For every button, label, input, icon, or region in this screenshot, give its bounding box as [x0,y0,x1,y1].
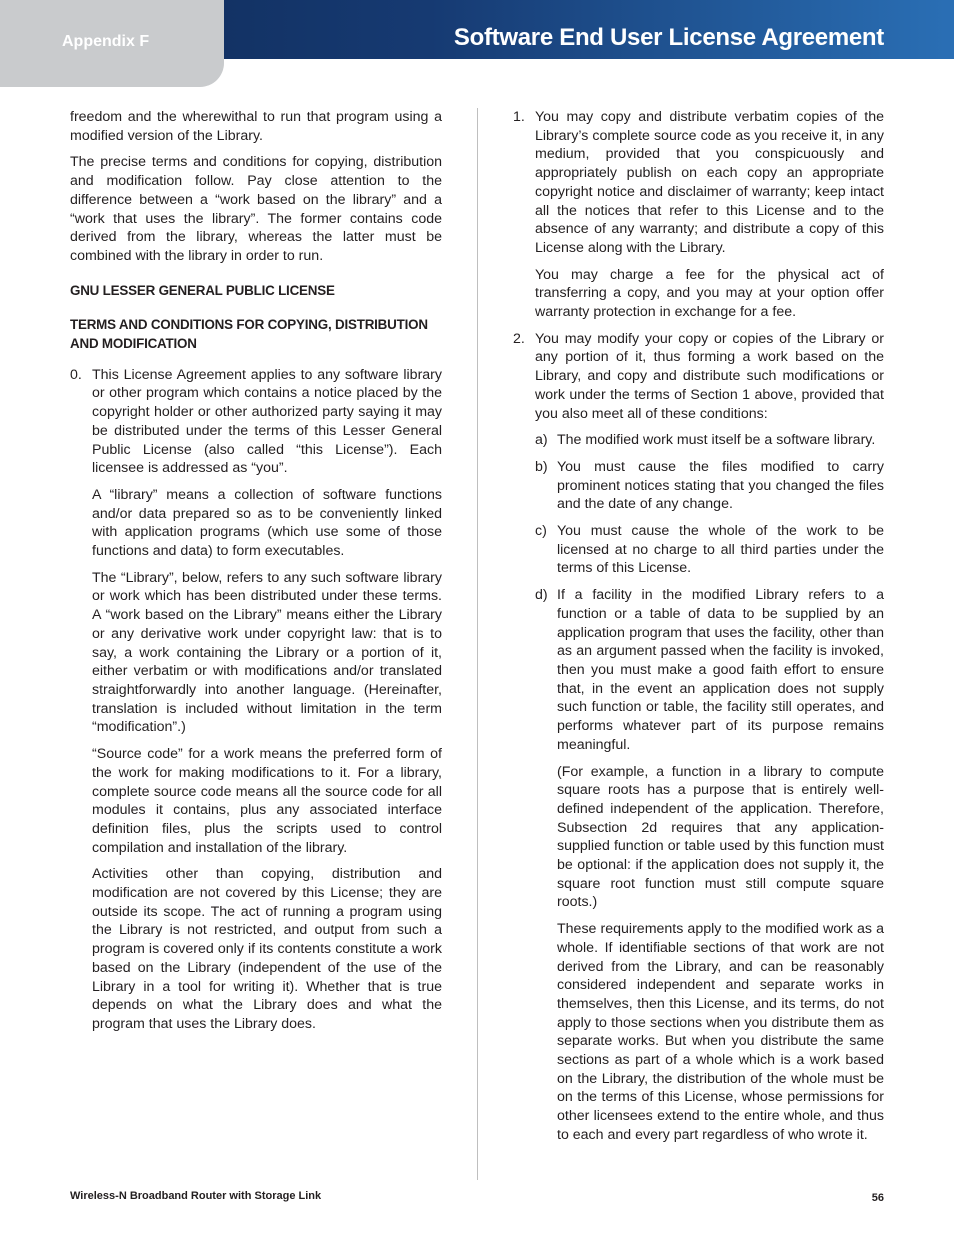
sub-item-c [535,522,884,578]
sub-number: b) [535,458,548,475]
paragraph: The precise terms and conditions for copying, distribution and modification follow. Pay close attention to the difference between a “work based on the library” and a “work that uses the library”. The former contains code derived from the library, whereas the latter must be combined with the library in order to run. [70,154,442,264]
sub-number: d) [535,587,548,604]
footer-product-name: Wireless-N Broadband Router with Storage Link [70,1190,322,1202]
paragraph: The “Library”, below, refers to any such software library or work which has been distributed under these terms. A “work based on the Library” means either the Library or any derivative work under copyright law: that is to say, a work containing the Library or a portion of it, either verbatim or with modifications and/or translated straightforwardly into another language. (Hereinafter, translation is included without limitation in the term “modification”.) [92,569,442,736]
sub-number: c) [535,523,547,540]
paragraph: You must cause the whole of the work to be licensed at no charge to all third parties under the terms of this License. [557,523,884,577]
list-number: 1. [513,109,525,125]
appendix-tab [0,0,224,87]
paragraph: This License Agreement applies to any software library or other program which contains a notice placed by the copyright holder or other authorized party saying it may be distributed under the terms of this Lesser General Public License (also called “this License”). Each licensee is addressed as “you”. [92,366,442,477]
paragraph: These requirements apply to the modified work as a whole. If identifiable sections of that work are not derived from the Library, and can be reasonably considered independent and separate works in themselves, then this License, and its terms, do not apply to those sections when you distribute them as separate works. But when you distribute the same sections as part of a whole which is a work based on the Library, the distribution of the whole must be on the terms of this License, whose permissions for other licensees extend to the entire whole, and thus to each and every part regardless of who wrote it. [557,921,884,1143]
section-heading: GNU LESSER GENERAL PUBLIC LICENSE [70,282,335,298]
paragraph: You must cause the files modified to carry prominent notices stating that you changed the files and the date of any change. [557,458,884,513]
right-column [513,108,884,1153]
paragraph: Activities other than copying, distribution and modification are not covered by this License; they are outside its scope. The act of running a program using the Library is not restricted, and output from such a program is covered only if its contents constitute a work based on the Library (independent of the use of the Library in a tool for writing it). Whether that is true depends on what the Library does and what the program that uses the Library does. [92,866,442,1032]
paragraph: freedom and the wherewithal to run that program using a modified version of the Library. [70,109,442,144]
appendix-label: Appendix F [62,33,150,50]
list-number: 2. [513,330,525,347]
sub-item-b [535,458,884,514]
list-item-0 [70,366,442,1034]
paragraph: You may modify your copy or copies of the Library or any portion of it, thus forming a work based on the Library, and copy and distribute such modifications or work under the terms of Section 1 above, provided that you also meet all of these conditions: [535,330,884,422]
list-item-1 [513,108,884,322]
column-divider [477,108,478,1180]
paragraph: If a facility in the modified Library refers to a function or a table of data to be supplied by an application program that uses the facility, other than as an argument passed when the facility is invoked, then you must make a good faith effort to ensure that, in the event an application does not supply such function or table, the facility still operates, and performs whatever part of its purpose remains meaningful. [557,587,884,753]
page-title: Software End User License Agreement [453,24,884,51]
section-heading: TERMS AND CONDITIONS FOR COPYING, DISTRIBUTION AND MODIFICATION [70,317,428,352]
page-number: 56 [871,1192,884,1204]
paragraph: You may charge a fee for the physical act of transferring a copy, and you may at your option offer warranty protection in exchange for a fee. [535,266,884,321]
list-item-2 [513,330,884,424]
list-number: 0. [70,366,82,383]
paragraph: A “library” means a collection of software functions and/or data prepared so as to be conveniently linked with application programs (which use some of those functions and data) to form executables. [92,486,442,560]
paragraph: (For example, a function in a library to compute square roots has a purpose that is entirely well-defined independent of the application. Therefore, Subsection 2d requires that any application-supplied function or table used by this function must be optional: if the application does not supply it, the square root function must still compute square roots.) [557,763,884,911]
paragraph: The modified work must itself be a software library. [557,432,876,449]
paragraph: “Source code” for a work means the preferred form of the work for making modifications to it. For a library, complete source code means all the source code for all modules it contains, plus any associated interface definition files, plus the scripts used to control compilation and installation of the library. [92,746,442,856]
sub-item-a [535,431,884,450]
sub-item-d [535,586,884,1144]
sub-number: a) [535,432,548,449]
paragraph: You may copy and distribute verbatim copies of the Library’s complete source code as you receive it, in any medium, provided that you conspicuously and appropriately publish on each copy an appropriate copyright notice and disclaimer of warranty; keep intact all the notices that refer to this License and to the absence of any warranty; and distribute a copy of this License along with the Library. [535,109,884,256]
left-column [70,108,442,1042]
